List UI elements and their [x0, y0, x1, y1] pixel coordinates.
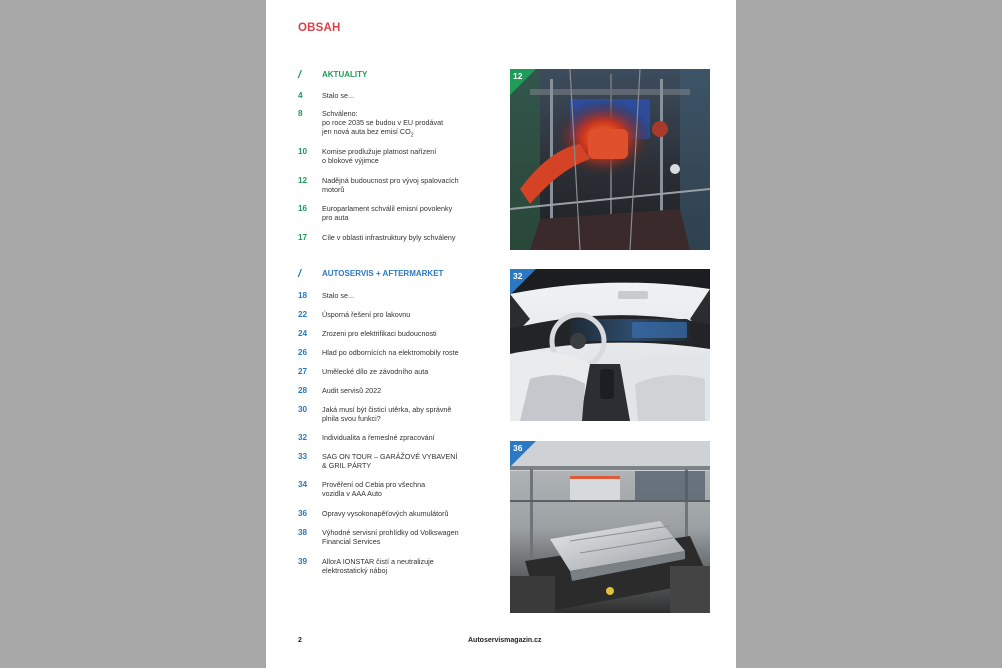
toc-entry-text: Schváleno: po roce 2035 se budou v EU prodávat jen nová auta bez emisí CO — [322, 109, 444, 137]
toc-entry-title: Hlad po odbornících na elektromobily roste — [322, 348, 459, 357]
toc-page-number: 17 — [298, 233, 308, 242]
section-title: AUTOSERVIS + AFTERMARKET — [322, 269, 444, 278]
toc-entry-title: Individualita a řemeslné zpracování — [322, 433, 435, 442]
toc-page-number: 38 — [298, 528, 308, 537]
section-title: AKTUALITY — [322, 70, 368, 79]
engine-test-bench-image — [510, 69, 710, 250]
battery-workshop-image — [510, 441, 710, 613]
toc-page-number: 8 — [298, 109, 303, 118]
photo-battery-workshop[interactable] — [510, 441, 710, 613]
section-aktuality — [298, 69, 483, 83]
subscript: 2 — [410, 132, 414, 139]
car-interior-image — [510, 269, 710, 421]
toc-entry-title: Audit servisů 2022 — [322, 386, 382, 395]
toc-entry-title: Stalo se... — [322, 91, 354, 100]
toc-entry-title: Úsporná řešení pro lakovnu — [322, 310, 411, 319]
footer-page-number: 2 — [298, 637, 302, 644]
toc-entry-title: Komise prodlužuje platnost nařízení o blokové výjimce — [322, 147, 437, 166]
section-slash: / — [298, 69, 302, 81]
footer-site-link[interactable]: Autoservismagazin.cz — [468, 637, 542, 644]
toc-page-number: 36 — [298, 509, 308, 518]
toc-page-number: 4 — [298, 91, 303, 100]
toc-page-number: 28 — [298, 386, 308, 395]
toc-entry-title — [322, 109, 482, 141]
toc-page-number: 24 — [298, 329, 308, 338]
toc-page-number: 33 — [298, 452, 308, 461]
toc-page-number: 30 — [298, 405, 308, 414]
section-header — [298, 268, 483, 282]
toc-page-number: 10 — [298, 147, 308, 156]
section-header — [298, 69, 483, 83]
toc-page-number: 16 — [298, 204, 308, 213]
toc-entry-title: Jaká musí být čisticí utěrka, aby správně plnila svou funkci? — [322, 405, 452, 424]
toc-entry-title: AllorA IONSTAR čistí a neutralizuje elektrostatický náboj — [322, 557, 434, 576]
toc-entry-title: Prověření od Cebia pro všechna vozidla v AAA Auto — [322, 480, 426, 499]
toc-page-number: 12 — [298, 176, 308, 185]
toc-page-number: 18 — [298, 291, 308, 300]
toc-entry-title: Nadějná budoucnost pro vývoj spalovacích motorů — [322, 176, 459, 195]
toc-entry-title: Stalo se... — [322, 291, 354, 300]
toc-page-number: 34 — [298, 480, 308, 489]
toc-entry-title: Umělecké dílo ze závodního auta — [322, 367, 429, 376]
page-title: OBSAH — [298, 22, 341, 34]
toc-entry-title: Zrozeni pro elektrifikaci budoucnosti — [322, 329, 437, 338]
photo-page-badge: 12 — [513, 71, 523, 81]
toc-page-number: 39 — [298, 557, 308, 566]
section-slash: / — [298, 268, 302, 280]
toc-page-number: 26 — [298, 348, 308, 357]
toc-entry-title: Europarlament schválil emisní povolenky pro auta — [322, 204, 453, 223]
photo-engine-test-bench[interactable] — [510, 69, 710, 250]
toc-page-number: 27 — [298, 367, 308, 376]
toc-entry-title: Opravy vysokonapěťových akumulátorů — [322, 509, 449, 518]
toc-entry-title: Výhodné servisní prohlídky od Volkswagen Financial Services — [322, 528, 459, 547]
toc-page-number: 32 — [298, 433, 308, 442]
photo-page-badge: 32 — [513, 271, 523, 281]
magazine-page — [266, 0, 736, 668]
photo-page-badge: 36 — [513, 443, 523, 453]
toc-entry-title: SAG ON TOUR – GARÁŽOVÉ VYBAVENÍ & GRIL PÁRTY — [322, 452, 458, 471]
toc-entry-title: Cíle v oblasti infrastruktury byly schváleny — [322, 233, 456, 242]
toc-page-number: 22 — [298, 310, 308, 319]
section-autoservis — [298, 268, 483, 282]
photo-car-interior[interactable] — [510, 269, 710, 421]
